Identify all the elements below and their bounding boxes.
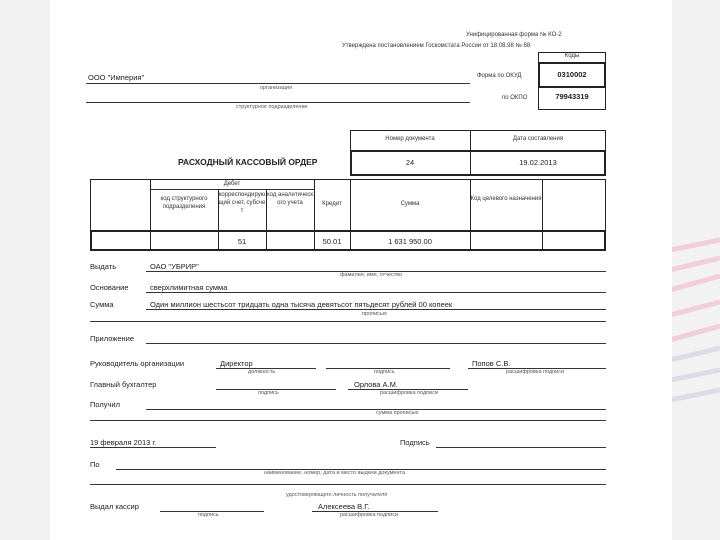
okud-value: 0310002 — [557, 70, 587, 79]
basis-value: сверхлимитная сумма — [150, 283, 228, 292]
cashier-signature-caption: подпись — [198, 512, 219, 518]
sum-label: Сумма — [90, 300, 114, 309]
issue-caption: фамилия, имя, отчество — [340, 272, 403, 278]
cashier-label: Выдал кассир — [90, 502, 139, 511]
amount-header: Сумма — [400, 201, 420, 207]
amount-value: 1 631 950.00 — [388, 237, 432, 246]
analytic-code-header: код аналитического учета — [266, 192, 314, 206]
id-doc-caption-2: удостоверяющего личность получателя — [286, 492, 388, 498]
cashier-decoding-caption: расшифровка подписи — [340, 512, 399, 518]
okpo-label: по ОКПО — [502, 95, 528, 101]
head-signature-caption: подпись — [374, 369, 395, 375]
corr-account-header: корреспондирующий счет, субсчет — [218, 192, 266, 214]
doc-date-value: 19.02.2013 — [519, 158, 557, 167]
credit-header: Кредит — [322, 201, 342, 207]
credit-value: 50.01 — [322, 237, 342, 246]
accountant-name: Орлова А.М. — [354, 380, 398, 389]
corr-account-value: 51 — [237, 237, 247, 246]
organization-caption: организация — [260, 85, 292, 91]
issue-label: Выдать — [90, 262, 117, 271]
head-position-caption: должность — [248, 369, 276, 375]
head-decoding-caption: расшифровка подписи — [506, 369, 565, 375]
cashier-name: Алексеева В.Г. — [318, 502, 370, 511]
by-label: По — [90, 460, 100, 469]
sum-value: Один миллион шестьсот тридцать одна тысяча девятьсот пятьдесят рублей 00 копеек — [150, 300, 453, 309]
accountant-signature-caption: подпись — [258, 390, 279, 396]
signature-label: Подпись — [400, 438, 430, 447]
head-name: Попов С.В. — [472, 359, 511, 368]
amount-words-caption: сумма прописью — [376, 410, 419, 416]
codes-label: Коды — [564, 53, 580, 59]
purpose-code-header: Код целевого назначения — [470, 196, 542, 202]
attachment-label: Приложение — [90, 334, 134, 343]
accountant-decoding-caption: расшифровка подписи — [380, 390, 439, 396]
date-value: 19 февраля 2013 г. — [90, 438, 157, 447]
accountant-label: Главный бухгалтер — [90, 380, 157, 389]
approval-label: Утверждена постановлением Госкомстата России от 18.08.98 № 88 — [342, 43, 531, 49]
subdivision-caption: структурное подразделение — [236, 104, 308, 110]
organization-name: ООО "Империя" — [88, 73, 145, 82]
head-label: Руководитель организации — [90, 359, 185, 368]
cash-order-document — [50, 0, 672, 540]
basis-label: Основание — [90, 283, 129, 292]
page-title: РАСХОДНЫЙ КАССОВЫЙ ОРДЕР — [178, 157, 318, 167]
doc-number-value: 24 — [405, 158, 415, 167]
okud-label: Форма по ОКУД — [477, 73, 522, 79]
doc-number-label: Номер документа — [385, 136, 435, 142]
unified-form-label: Унифицированная форма № КО-2 — [466, 32, 562, 38]
sum-caption: прописью — [362, 311, 387, 317]
doc-date-label: Дата составления — [512, 136, 564, 142]
debit-header: Дебет — [223, 181, 241, 187]
okpo-value: 79943319 — [555, 92, 589, 101]
background-decoration — [670, 230, 720, 430]
struct-code-header: код структурного подразделения — [160, 196, 208, 210]
head-position: Директор — [220, 359, 253, 368]
received-label: Получил — [90, 400, 120, 409]
id-doc-caption: наименование, номер, дата и место выдачи документа — [264, 470, 406, 476]
issue-value: ОАО "УБРИР" — [150, 262, 199, 271]
